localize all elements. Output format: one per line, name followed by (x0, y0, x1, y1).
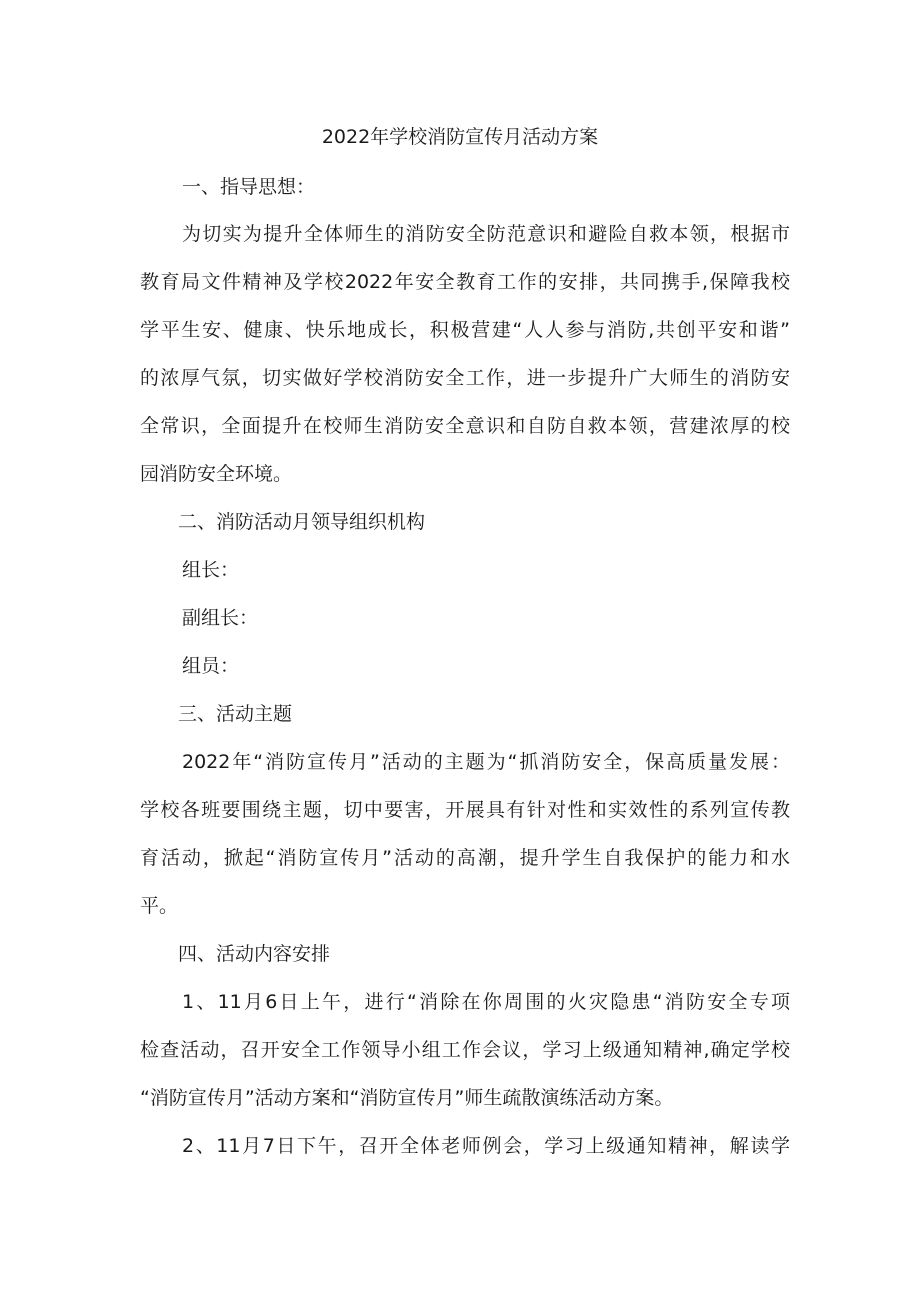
paragraph-line: 检查活动，召开安全工作领导小组工作会议，学习上级通知精神,确定学校 (140, 1039, 790, 1061)
paragraph-line: “消防宣传月”活动方案和“消防宣传月”师生疏散演练活动方案。 (140, 1087, 674, 1109)
paragraph-line: 2022年“消防宣传月”活动的主题为“抓消防安全，保高质量发展： (182, 751, 790, 773)
paragraph-line: 的浓厚气氛，切实做好学校消防安全工作，进一步提升广大师生的消防安 (140, 367, 790, 389)
section-heading-guiding-ideology: 一、指导思想： (182, 176, 316, 198)
group-leader-label: 组长： (182, 559, 240, 581)
paragraph-line: 2、11月7日下午，召开全体老师例会，学习上级通知精神，解读学 (182, 1135, 790, 1157)
paragraph-line: 学平生安、健康、快乐地成长，积极营建“人人参与消防,共创平安和谐” (140, 319, 790, 341)
paragraph-line: 教育局文件精神及学校2022年安全教育工作的安排，共同携手,保障我校 (140, 271, 790, 293)
paragraph-line: 为切实为提升全体师生的消防安全防范意识和避险自救本领，根据市 (182, 223, 790, 245)
section-heading-theme: 三、活动主题 (178, 703, 293, 725)
paragraph-line: 平。 (140, 895, 179, 917)
paragraph-line: 育活动，掀起“消防宣传月”活动的高潮，提升学生自我保护的能力和水 (140, 847, 790, 869)
paragraph-line: 全常识，全面提升在校师生消防安全意识和自防自救本领，营建浓厚的校 (140, 415, 790, 437)
paragraph-line: 学校各班要围绕主题，切中要害，开展具有针对性和实效性的系列宣传教 (140, 799, 790, 821)
deputy-leader-label: 副组长： (182, 607, 259, 629)
document-title: 2022年学校消防宣传月活动方案 (321, 126, 599, 148)
paragraph-line: 园消防安全环境。 (140, 463, 293, 485)
section-heading-leadership: 二、消防活动月领导组织机构 (178, 511, 426, 533)
section-heading-activities: 四、活动内容安排 (178, 943, 331, 965)
group-members-label: 组员： (182, 655, 240, 677)
paragraph-line: 1、11月6日上午，进行“消除在你周围的火灾隐患“消防安全专项 (182, 991, 790, 1013)
